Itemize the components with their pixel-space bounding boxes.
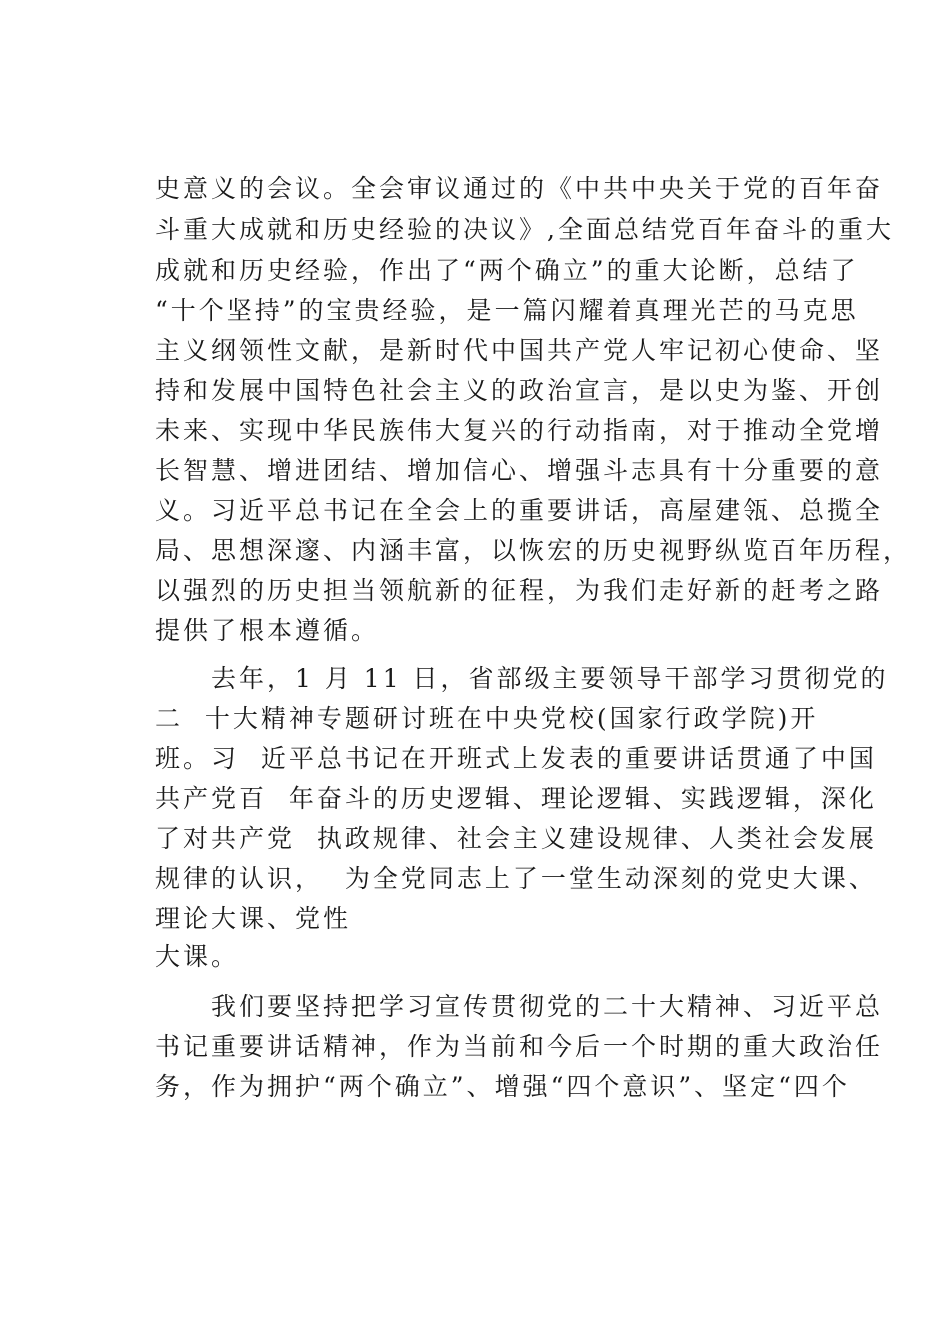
- paragraph-1-line-12: 提供了根本遵循。: [155, 616, 380, 645]
- paragraph-1-line-6: 持和发展中国特色社会主义的政治宣言，是以史为鉴、开创: [155, 376, 884, 405]
- paragraph-2-line-8: 大课。: [155, 942, 240, 971]
- paragraph-3-line-1: 我们要坚持把学习宣传贯彻党的二十大精神、习近平总: [155, 992, 884, 1021]
- paragraph-2-line-3: 班。习 近平总书记在开班式上发表的重要讲话贯通了中国: [155, 744, 877, 773]
- paragraph-1-line-11: 以强烈的历史担当领航新的征程，为我们走好新的赶考之路: [155, 576, 884, 605]
- paragraph-2-line-7: 理论大课、党性: [155, 904, 352, 933]
- paragraph-1-line-9: 义。习近平总书记在全会上的重要讲话，高屋建瓴、总揽全: [155, 496, 884, 525]
- paragraph-1-line-3: 成就和历史经验，作出了“两个确立”的重大论断，总结了: [155, 256, 859, 285]
- paragraph-2-line-1: 去年，1 月 11 日，省部级主要领导干部学习贯彻党的: [155, 664, 889, 693]
- paragraph-2-line-4: 共产党百 年奋斗的历史逻辑、理论逻辑、实践逻辑，深化: [155, 784, 877, 813]
- paragraph-2-line-5: 了对共产党 执政规律、社会主义建设规律、人类社会发展: [155, 824, 877, 853]
- paragraph-1-line-4: “十个坚持”的宝贵经验，是一篇闪耀着真理光芒的马克思: [155, 296, 859, 325]
- paragraph-2-line-6: 规律的认识， 为全党同志上了一堂生动深刻的党史大课、: [155, 864, 877, 893]
- paragraph-3-line-2: 书记重要讲话精神，作为当前和今后一个时期的重大政治任: [155, 1032, 884, 1061]
- paragraph-1-line-7: 未来、实现中华民族伟大复兴的行动指南，对于推动全党增: [155, 416, 884, 445]
- paragraph-2-line-2: 二 十大精神专题研讨班在中央党校(国家行政学院)开: [155, 704, 819, 733]
- paragraph-1-line-5: 主义纲领性文献，是新时代中国共产党人牢记初心使命、坚: [155, 336, 884, 365]
- paragraph-1-line-8: 长智慧、增进团结、增加信心、增强斗志具有十分重要的意: [155, 456, 884, 485]
- paragraph-1-line-2: 斗重大成就和历史经验的决议》,全面总结党百年奋斗的重大: [155, 215, 894, 244]
- paragraph-1-line-1: 史意义的会议。全会审议通过的《中共中央关于党的百年奋: [155, 174, 884, 203]
- paragraph-1-line-10: 局、思想深邃、内涵丰富，以恢宏的历史视野纵览百年历程，: [155, 536, 912, 565]
- paragraph-3-line-3: 务，作为拥护“两个确立”、增强“四个意识”、坚定“四个: [155, 1072, 850, 1101]
